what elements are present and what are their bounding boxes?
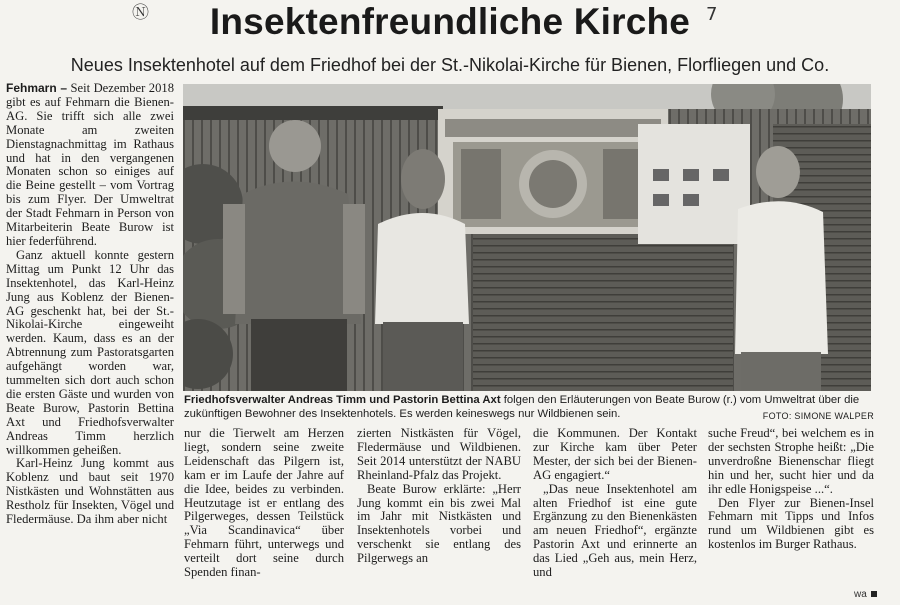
subheadline: Neues Insektenhotel auf dem Friedhof bei der St.-Nikolai-Kirche für Bienen, Florfliegen und Co. xyxy=(70,55,830,75)
article-column-4 xyxy=(533,427,697,580)
article-column-3 xyxy=(357,427,521,566)
article-column-1 xyxy=(6,82,174,527)
author-initials: wa xyxy=(854,589,867,600)
paragraph: suche Freud“, bei welchem es in der sechsten Strophe heißt: „Die unverdroßne Bienenschar fliegt hin und her, sucht hier und da ihr edle Honigspeise ...“. xyxy=(708,426,874,496)
paragraph: Beate Burow erklärte: „Herr Jung kommt ein bis zwei Mal im Jahr mit Nistkästen und Insektenhotels vorbei und verschenkt sie entlang des Pilgerwegs an xyxy=(357,481,521,566)
handwritten-mark: 7 xyxy=(706,4,718,25)
paragraph: „Das neue Insektenhotel am alten Friedhof ist eine gute Ergänzung zu den Bienenkästen am neuen Friedhof“, ergänzte Pastorin Axt und erinnerte an das Lied „Geh aus, mein Herz, und xyxy=(533,481,697,580)
caption-names: Friedhofsverwalter Andreas Timm und Pastorin Bettina Axt xyxy=(184,394,501,406)
dateline: Fehmarn – xyxy=(6,81,68,95)
article-column-2 xyxy=(184,427,344,580)
caption-text: folgen den Erläuterungen von Beate Burow (r.) vom Umweltrat über die zukünftigen Bewohner des Insektenhotels. Es werden keineswegs nur Wildbienen sein. xyxy=(184,394,860,420)
paragraph: Den Flyer zur Bienen-Insel Fehmarn mit Tipps und Infos rund um Wildbienen gibt es kostenlos im Burger Rathaus. xyxy=(708,495,874,552)
paragraph: nur die Tierwelt am Herzen liegt, sondern seine zweite Leidenschaft das Pilgern ist, kam er im Laufe der Jahre auf die Idee, beides zu verbinden. Heutzutage ist er entlang des Pilgerweges, dessen Teilstück „Via Scandinavica“ über Fehmarn führt, unterwegs und verteilt dort seine durch Spenden finan- xyxy=(184,426,344,580)
author-signature xyxy=(854,589,877,600)
photo-caption xyxy=(184,394,874,423)
paragraph: Ganz aktuell konnte gestern Mittag um Punkt 12 Uhr das Insektenhotel, das Karl-Heinz Jung aus Koblenz der Bienen-AG geschenkt hat, bei der St.-Nikolai-Kirche eingeweiht werden. Kaum, dass es an der Abtrennung zum Pastoratsgarten aufgehängt worden war, tummelten sich dort auch schon die ersten Gäste und wurden von Beate Burow, Pastorin Bettina Axt und Friedhofsverwalter Andreas Timm herzlich willkommen geheißen. xyxy=(6,247,174,457)
paragraph: zierten Nistkästen für Vögel, Fledermäuse und Wildbienen. Seit 2014 unterstützt der NABU Rheinland-Pfalz das Projekt. xyxy=(357,426,521,482)
paragraph: Karl-Heinz Jung kommt aus Koblenz und baut seit 1970 Nistkästen und Wohnstätten aus Restholz für Insekten, Vögel und Fledermäuse. Da ihm aber nicht xyxy=(6,456,174,527)
handwritten-circle-icon: Ⓝ xyxy=(132,3,149,23)
paragraph: die Kommunen. Der Kontakt zur Kirche kam über Peter Mester, der sich bei der Bienen-AG engagiert.“ xyxy=(533,426,697,482)
article-photo xyxy=(183,84,871,391)
photo-credit: FOTO: SIMONE WALPER xyxy=(762,410,874,421)
article-column-5 xyxy=(708,427,874,552)
paragraph: Seit Dezember 2018 gibt es auf Fehmarn die Bienen-AG. Sie trifft sich alle zwei Monate am zweiten Dienstagnachmittag im Rathaus und hat in den vergangenen Monaten schon so einiges auf die Beine gestellt – vom Vortrag bis zum Flyer. Der Umweltrat der Stadt Fehmarn in Person von Mitarbeiterin Beate Burow ist hier federführend. xyxy=(6,81,174,248)
headline: Insektenfreundliche Kirche xyxy=(209,1,691,42)
end-mark-icon xyxy=(871,591,877,597)
photo-illustration xyxy=(183,84,871,391)
